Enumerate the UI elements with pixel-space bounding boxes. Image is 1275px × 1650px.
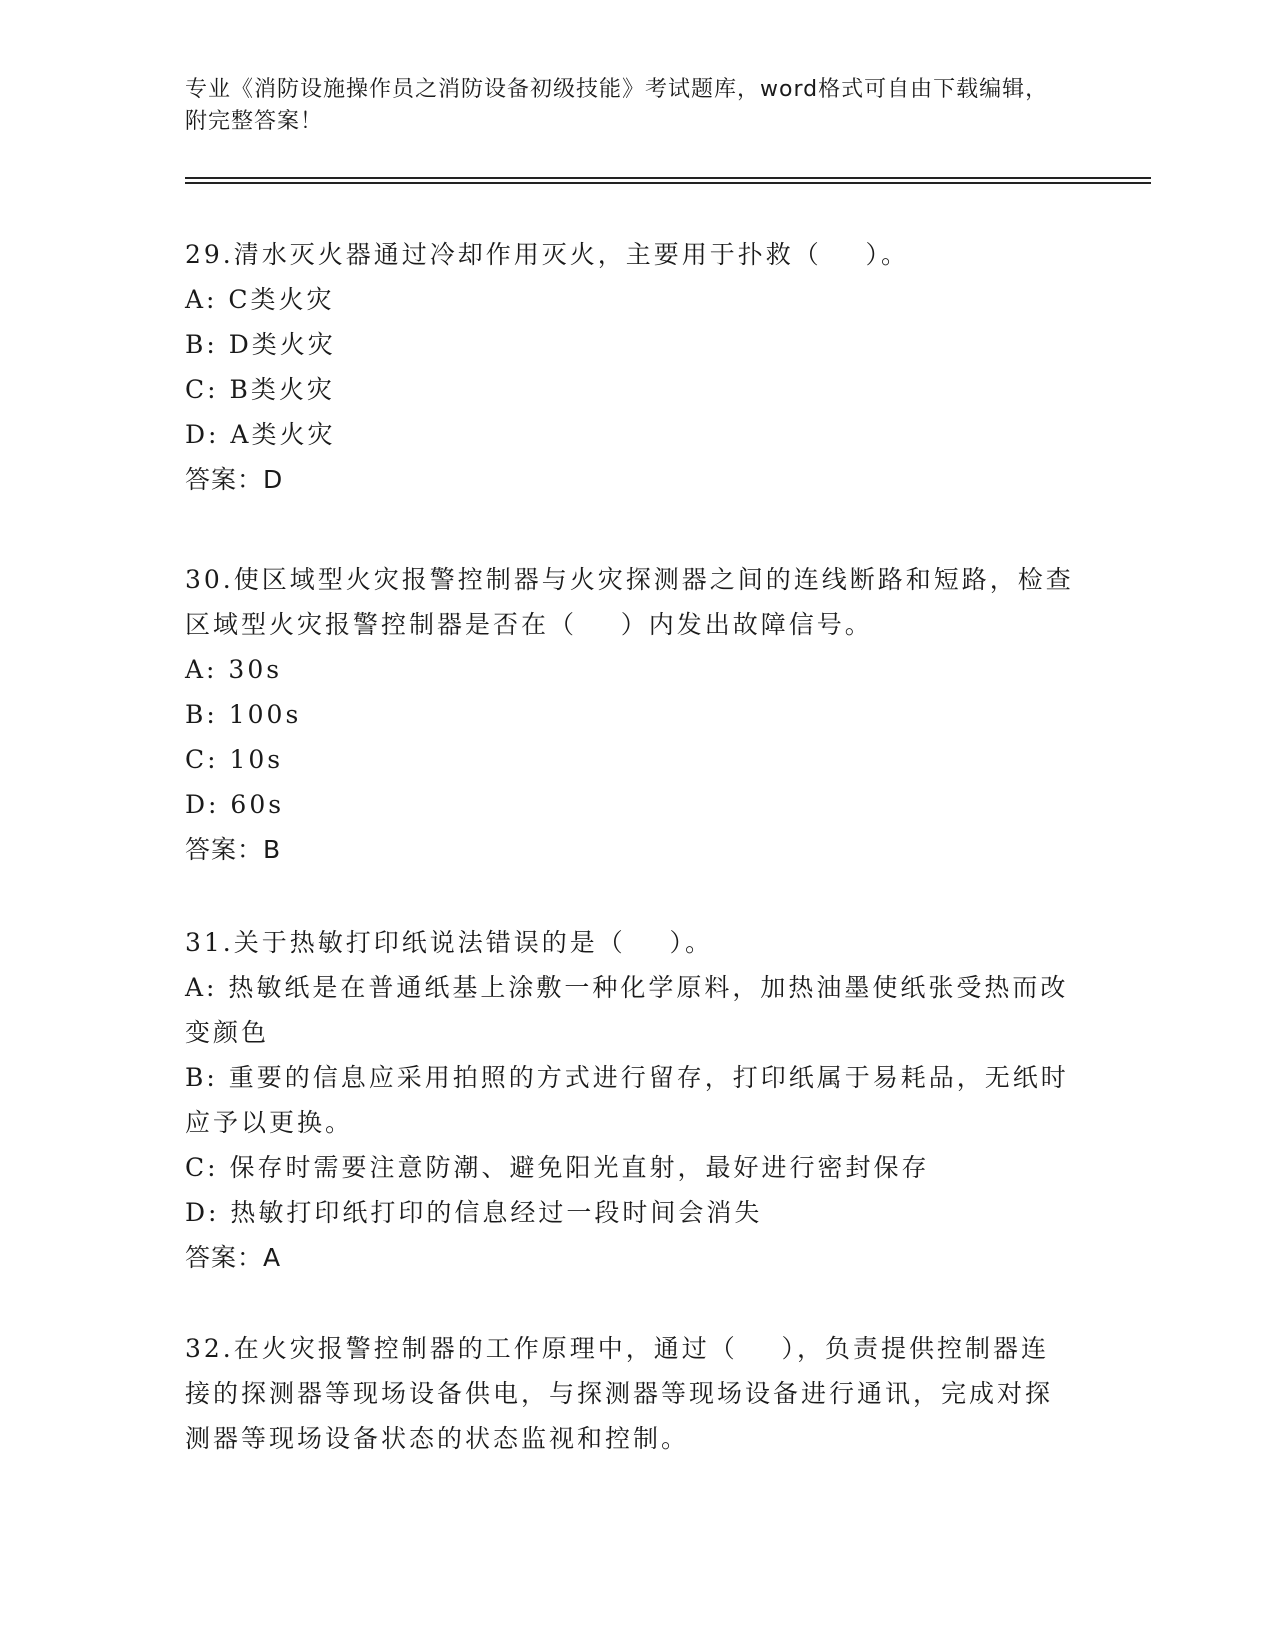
question-31 [185, 920, 1075, 1280]
document-header: 专业《消防设施操作员之消防设备初级技能》考试题库，word格式可自由下载编辑，附完整答案！ [185, 77, 1049, 134]
option-c: C: 保存时需要注意防潮、避免阳光直射，最好进行密封保存 [185, 1153, 930, 1182]
answer: 答案：B [185, 835, 282, 864]
question-stem: 29.清水灭火器通过冷却作用灭火，主要用于扑救（ ）。 [185, 240, 910, 269]
option-c: C: B类火灾 [185, 375, 335, 404]
option-a: A: C类火灾 [185, 285, 335, 314]
question-stem: 30.使区域型火灾报警控制器与火灾探测器之间的连线断路和短路，检查区域型火灾报警控制器是否在（ ）内发出故障信号。 [185, 565, 1074, 639]
question-stem: 32.在火灾报警控制器的工作原理中，通过（ ），负责提供控制器连接的探测器等现场设备供电，与探测器等现场设备进行通讯，完成对探测器等现场设备状态的状态监视和控制。 [185, 1334, 1054, 1453]
header-divider-top [185, 177, 1151, 179]
question-32 [185, 1326, 1075, 1461]
answer: 答案：D [185, 465, 284, 494]
option-a: A: 30s [185, 655, 283, 684]
option-b: B: 100s [185, 700, 302, 729]
answer: 答案：A [185, 1243, 282, 1272]
option-d: D: 60s [185, 790, 285, 819]
option-d: D: 热敏打印纸打印的信息经过一段时间会消失 [185, 1198, 763, 1227]
question-29 [185, 232, 1075, 502]
option-d: D: A类火灾 [185, 420, 336, 449]
header-divider-bottom [185, 182, 1151, 184]
question-stem: 31.关于热敏打印纸说法错误的是（ ）。 [185, 928, 714, 957]
option-b: B: 重要的信息应采用拍照的方式进行留存，打印纸属于易耗品，无纸时应予以更换。 [185, 1063, 1069, 1137]
question-30 [185, 557, 1075, 872]
option-c: C: 10s [185, 745, 284, 774]
option-a: A: 热敏纸是在普通纸基上涂敷一种化学原料，加热油墨使纸张受热而改变颜色 [185, 973, 1069, 1047]
option-b: B: D类火灾 [185, 330, 336, 359]
